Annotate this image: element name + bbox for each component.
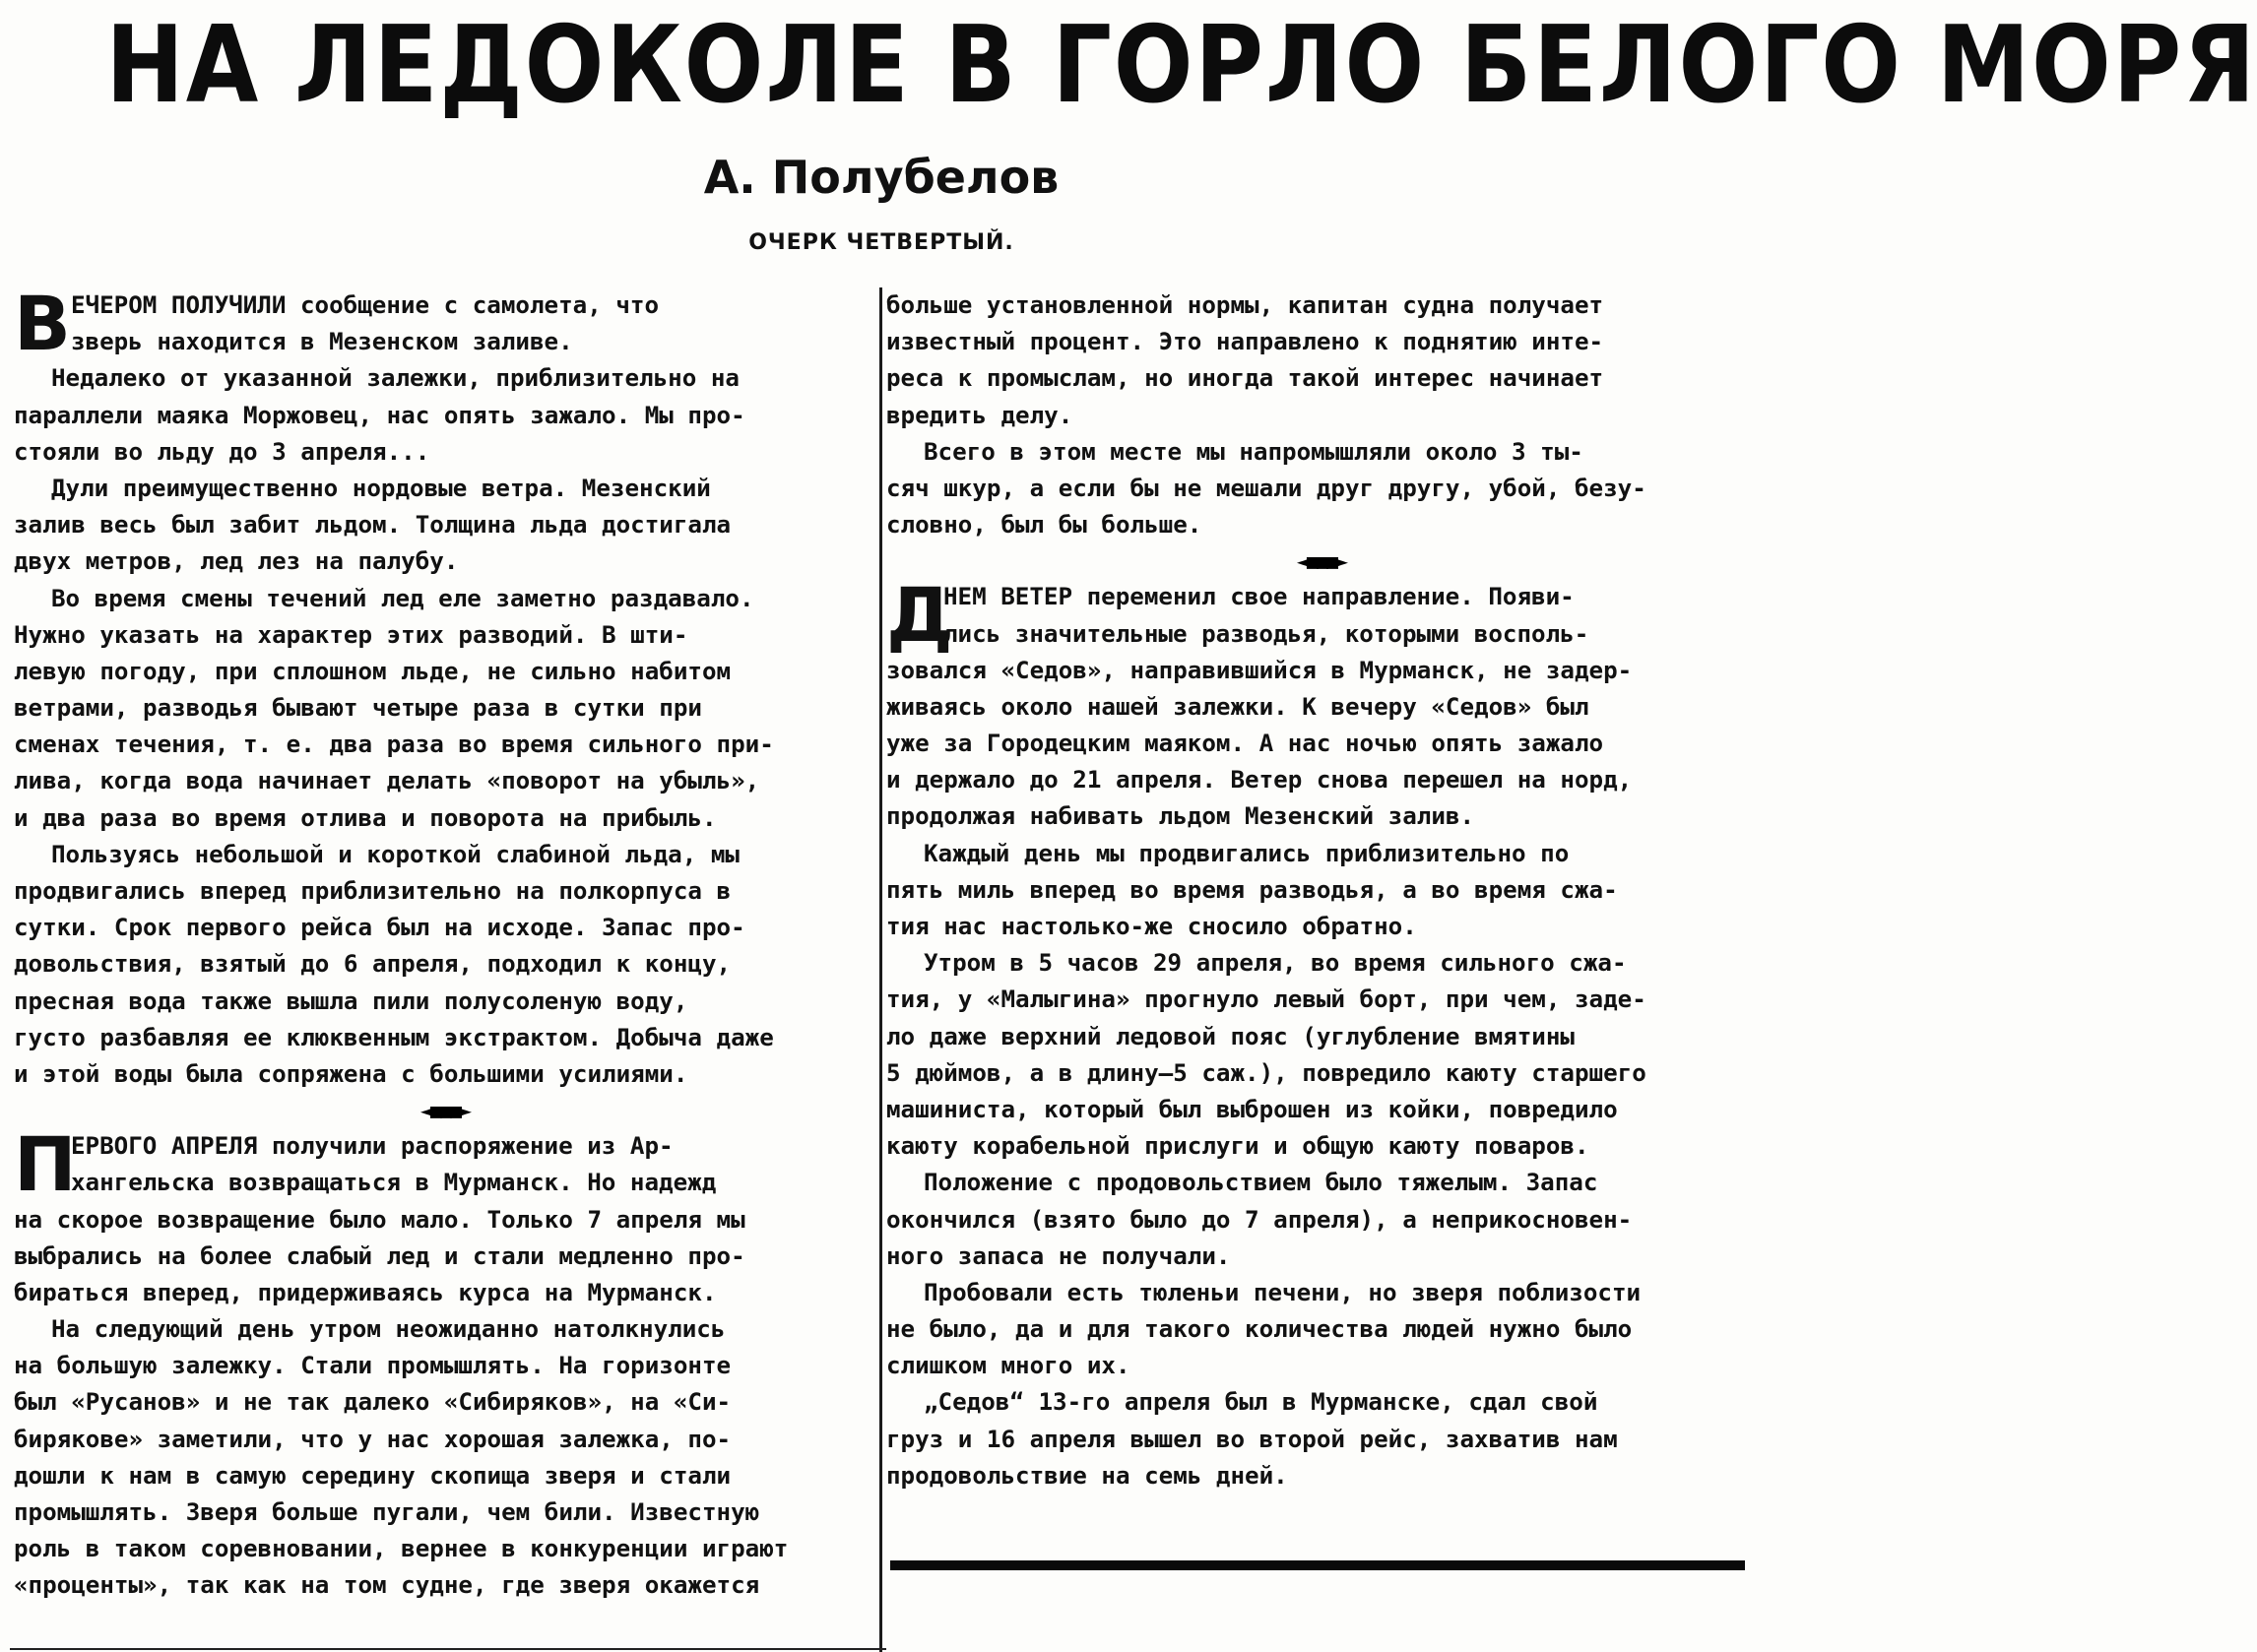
text-line: и этой воды была сопряжена с большими усилиями.	[14, 1059, 688, 1088]
text-line: сяч шкур, а если бы не мешали друг другу, убой, безу-	[886, 474, 1646, 502]
headline: НА ЛЕДОКОЛЕ В ГОРЛО БЕЛОГО МОРЯ	[105, 4, 2257, 127]
text-line: Пробовали есть тюленьи печени, но зверя поблизости	[924, 1278, 1642, 1306]
bottom-rule	[10, 1648, 886, 1650]
paragraph	[14, 471, 876, 581]
drop-cap: П	[14, 1120, 77, 1209]
text-line: „Седов“ 13-го апреля был в Мурманске, сдал свой	[924, 1388, 1598, 1417]
text-line: Недалеко от указанной залежки, приблизительно на	[51, 364, 740, 393]
author-byline: А. Полубелов	[703, 151, 1060, 204]
text-line: ветрами, разводья бывают четыре раза в сутки при	[14, 694, 702, 723]
text-line: известный процент. Это направлено к поднятию инте-	[886, 328, 1604, 356]
text-line: реса к промыслам, но иногда такой интерес начинает	[886, 364, 1604, 393]
text-line: больше установленной нормы, капитан судна получает	[886, 291, 1604, 319]
text-line: Всего в этом месте мы напромышляли около 3 ты-	[924, 437, 1583, 466]
text-line: бирякове» заметили, что у нас хорошая залежка, по-	[14, 1425, 732, 1453]
text-line: зовался «Седов», направившийся в Мурманск, не задер-	[886, 656, 1633, 684]
text-line: Каждый день мы продвигались приблизительно по	[924, 839, 1570, 867]
text-line: словно, был бы больше.	[886, 511, 1202, 540]
left-column	[14, 280, 876, 1652]
text-line: параллели маяка Моржовец, нас опять зажало. Мы про-	[14, 401, 745, 429]
text-line: каюту корабельной прислуги и общую каюту поваров.	[886, 1132, 1589, 1161]
text-line: живаясь около нашей залежки. К вечеру «Седов» был	[886, 692, 1589, 721]
text-line: Нужно указать на характер этих разводий. В шти-	[14, 620, 688, 649]
text-line: окончился (взято было до 7 апреля), а неприкосновен-	[886, 1205, 1633, 1234]
text-line: и держало до 21 апреля. Ветер снова перешел на норд,	[886, 766, 1633, 794]
text-line: стояли во льду до 3 апреля...	[14, 437, 430, 466]
text-line: ного запаса не получали.	[886, 1241, 1231, 1270]
text-line: не было, да и для такого количества людей нужно было	[886, 1315, 1633, 1344]
text-line: Дули преимущественно нордовые ветра. Мезенский	[51, 474, 711, 502]
paragraph	[886, 836, 1757, 946]
paragraph	[886, 287, 1757, 434]
text-line: был «Русанов» и не так далеко «Сибиряков», на «Си-	[14, 1388, 732, 1417]
paragraph	[886, 1384, 1757, 1494]
text-line: сменах течения, т. е. два раза во время сильного при-	[14, 731, 774, 759]
paragraph	[886, 1165, 1757, 1275]
text-line: и два раза во время отлива и поворота на прибыль.	[14, 803, 717, 832]
text-line: на скорое возвращение было мало. Только 7 апреля мы	[14, 1205, 745, 1234]
text-line: роль в таком соревновании, вернее в конкуренции играют	[14, 1535, 789, 1563]
text-line: двух метров, лед лез на палубу.	[14, 547, 459, 576]
text-line: Пользуясь небольшой и короткой слабиной льда, мы	[51, 840, 740, 868]
text-line: Положение с продовольствием было тяжелым. Запас	[924, 1169, 1598, 1197]
text-line: НЕМ ВЕТЕР переменил свое направление. Появи-	[943, 583, 1575, 611]
text-line: продвигались вперед приблизительно на полкорпуса в	[14, 877, 732, 905]
text-line: бираться вперед, придерживаясь курса на Мурманск.	[14, 1278, 717, 1306]
text-line: Утром в 5 часов 29 апреля, во время сильного сжа-	[924, 949, 1627, 978]
text-line: слишком много их.	[886, 1352, 1130, 1380]
text-line: На следующий день утром неожиданно натолкнулись	[51, 1315, 726, 1344]
paragraph	[14, 360, 876, 471]
section-ornament: ◄■■■►	[1296, 549, 1347, 574]
text-line: ло даже верхний ледовой пояс (углубление вмятины	[886, 1022, 1575, 1050]
text-line: продолжая набивать льдом Мезенский залив.	[886, 802, 1475, 831]
text-line: зверь находится в Мезенском заливе.	[71, 328, 573, 356]
text-line: Во время смены течений лед еле заметно раздавало.	[51, 584, 754, 612]
text-line: уже за Городецким маяком. А нас ночью опять зажало	[886, 730, 1604, 758]
section-ornament: ◄■■■►	[419, 1099, 471, 1123]
text-line: на большую залежку. Стали промышлять. На горизонте	[14, 1352, 732, 1380]
paragraph	[14, 581, 876, 837]
text-line: пять миль вперед во время разводья, а во время сжа-	[886, 875, 1618, 904]
right-column	[886, 287, 1757, 1567]
paragraph	[14, 1120, 876, 1311]
drop-cap: Д	[886, 571, 953, 660]
paragraph	[886, 434, 1757, 544]
essay-subheading: ОЧЕРК ЧЕТВЕРТЫЙ.	[748, 230, 1014, 255]
text-line: залив весь был забит льдом. Толщина льда достигала	[14, 511, 732, 540]
text-line: вредить делу.	[886, 401, 1073, 429]
text-line: ЕРВОГО АПРЕЛЯ получили распоряжение из Ар-	[71, 1132, 674, 1161]
paragraph	[14, 837, 876, 1093]
text-line: ЕЧЕРОМ ПОЛУЧИЛИ сообщение с самолета, что	[71, 291, 660, 319]
drop-cap: В	[14, 280, 71, 367]
text-line: дошли к нам в самую середину скопища зверя и стали	[14, 1461, 732, 1490]
paragraph	[14, 280, 876, 367]
text-line: хангельска возвращаться в Мурманск. Но надежд	[71, 1169, 717, 1197]
text-line: довольствия, взятый до 6 апреля, подходил к концу,	[14, 950, 732, 979]
text-line: левую погоду, при сплошном льде, не сильно набитом	[14, 657, 732, 685]
text-line: груз и 16 апреля вышел во второй рейс, захватив нам	[886, 1425, 1618, 1453]
text-line: пресная вода также вышла пили полусоленую воду,	[14, 986, 688, 1015]
paragraph	[886, 945, 1757, 1165]
paragraph	[14, 1311, 876, 1605]
paragraph	[886, 1275, 1757, 1385]
text-line: тия нас настолько-же сносило обратно.	[886, 913, 1417, 940]
text-line: «проценты», так как на том судне, где зверя окажется	[14, 1571, 760, 1600]
text-line: промышлять. Зверя больше пугали, чем били. Известную	[14, 1498, 760, 1526]
text-line: 5 дюймов, а в длину—5 саж.), повредило каюту старшего	[886, 1058, 1646, 1087]
text-line: продовольствие на семь дней.	[886, 1461, 1288, 1490]
text-line: машиниста, который был выброшен из койки, повредило	[886, 1095, 1618, 1123]
text-line: густо разбавляя ее клюквенным экстрактом. Добыча даже	[14, 1023, 774, 1051]
end-rule	[890, 1560, 1745, 1570]
text-line: тия, у «Малыгина» прогнуло левый борт, при чем, заде-	[886, 985, 1646, 1014]
column-divider	[879, 287, 882, 1652]
text-line: выбрались на более слабый лед и стали медленно про-	[14, 1241, 745, 1270]
text-line: сутки. Срок первого рейса был на исходе. Запас про-	[14, 914, 745, 942]
paragraph	[886, 571, 1757, 835]
text-line: лись значительные разводья, которыми восполь-	[943, 619, 1589, 648]
text-line: лива, когда вода начинает делать «поворот на убыль»,	[14, 767, 760, 795]
